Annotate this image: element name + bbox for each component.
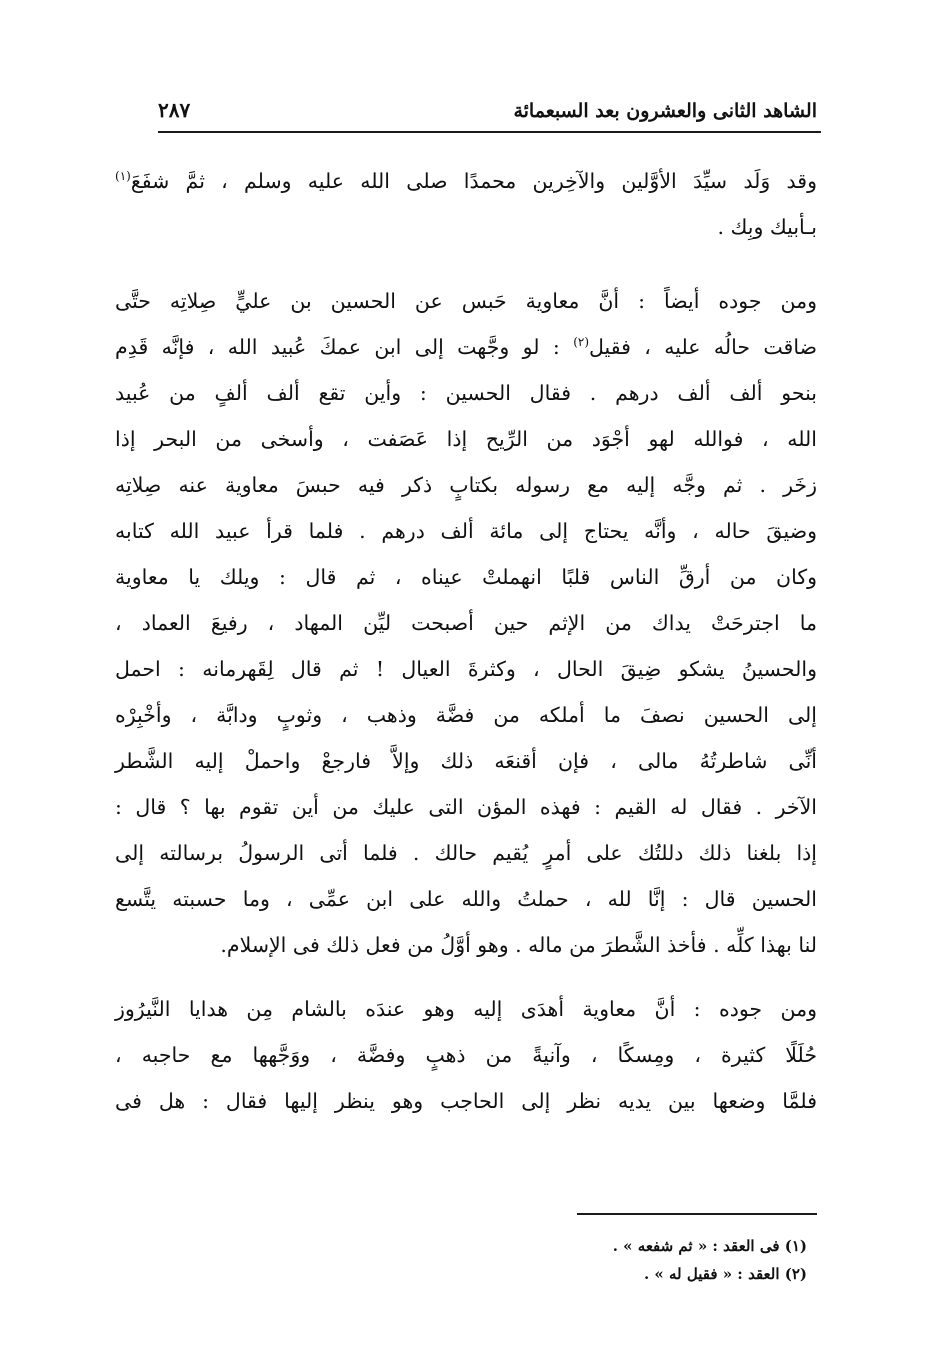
paragraph-gap <box>115 250 817 278</box>
footnotes <box>407 1232 807 1288</box>
paragraph-3 <box>115 986 817 1124</box>
text-line: وقد وَلَد سيِّدَ الأوَّلين والآخِرين محمدًا صلى الله عليه وسلم ، ثمَّ شفَعَ$^{(١)}$ <box>115 169 817 193</box>
text-line: ومن جوده أيضاً : أنَّ معاوية حَبس عن الحسين بن عليٍّ صِلاتِه حتَّى <box>115 289 817 313</box>
text-line: بنحو ألف ألف درهم . فقال الحسين : وأين تقع ألف ألفٍ من عُبيد <box>115 381 817 405</box>
paragraph-1 <box>115 158 817 250</box>
page-number: ٢٨٧ <box>158 98 191 122</box>
text-line: الله ، فوالله لهو أجْوَد من الرِّيح إذا عَصَفت ، وأسخى من البحر إذا <box>115 427 817 451</box>
text-line: الحسين قال : إنَّا لله ، حملتُ والله على ابن عمِّى ، وما حسبته يتَّسع <box>115 887 817 911</box>
paragraph-gap <box>115 968 817 986</box>
footnote-ref-1: (١) <box>115 169 131 184</box>
footnote-2: (٢) العقد : « فقيل له » . <box>643 1265 807 1283</box>
text-line: فلمَّا وضعها بين يديه نظر إلى الحاجب وهو ينظر إليها فقال : هل فى <box>115 1089 817 1113</box>
text-line: إلى الحسين نصفَ ما أملكه من فضَّة وذهب ، وثوبٍ ودابَّة ، وأخْبِرْه <box>115 703 817 727</box>
text-line: بـأبيك وبِك . <box>717 215 817 239</box>
text-line: وكان من أرقِّ الناس قلبًا انهملتْ عيناه ، ثم قال : ويلك يا معاوية <box>115 565 817 589</box>
text-line: وضيقَ حاله ، وأنَّه يحتاج إلى مائة ألف درهم . فلما قرأ عبيد الله كتابه <box>115 519 817 543</box>
main-text <box>115 158 817 1124</box>
running-header-title: الشاهد الثانى والعشرون بعد السبعمائة <box>513 100 817 122</box>
paragraph-2 <box>115 278 817 968</box>
footnote-ref-2: (٢) <box>573 335 590 350</box>
text-line: الآخر . فقال له القيم : فهذه المؤن التى عليك من أين تقوم بها ؟ قال : <box>115 795 817 819</box>
text-line: زخَر . ثم وجَّه إليه مع رسوله بكتابٍ ذكر فيه حبسَ معاوية عنه صِلاتِه <box>115 473 817 497</box>
text-line: إذا بلغنا ذلك دللتُك على أمرٍ يُقيم حالك . فلما أتى الرسولُ برسالته إلى <box>115 841 817 865</box>
footnote-1: (١) فى العقد : « ثم شفعه » . <box>612 1237 807 1255</box>
text-line: والحسينُ يشكو ضِيقَ الحال ، وكثرةَ العيال ! ثم قال لِقَهرمانه : احمل <box>115 657 817 681</box>
text-line: ضاقت حالُه عليه ، فقيل$^{(٢)}$ : لو وجَّهت إلى ابن عمكَ عُبيد الله ، فإنَّه قَدِم <box>115 335 817 359</box>
text-line: حُلَلًا كثيرة ، ومِسكًا ، وآنيةً من ذهبٍ وفضَّة ، ووَجَّهها مع حاجبه ، <box>115 1043 817 1067</box>
footnote-rule <box>577 1213 817 1215</box>
text-line: ومن جوده : أنَّ معاوية أهدَى إليه وهو عندَه بالشام مِن هدايا النَّيرُوز <box>115 997 817 1021</box>
text-line: لنا بهذا كلِّه . فأخذ الشَّطرَ من ماله . وهو أوَّلُ من فعل ذلك فى الإسلام. <box>220 933 817 957</box>
text-line: ما اجترحَتْ يداك من الإثم حين أصبحت ليِّن المهاد ، رفيعَ العماد ، <box>115 611 817 635</box>
header-rule <box>158 131 821 133</box>
text-line: أنِّى شاطرتُهُ مالى ، فإن أقنعَه ذلك وإلاَّ فارجعْ واحملْ إليه الشَّطر <box>115 749 817 773</box>
